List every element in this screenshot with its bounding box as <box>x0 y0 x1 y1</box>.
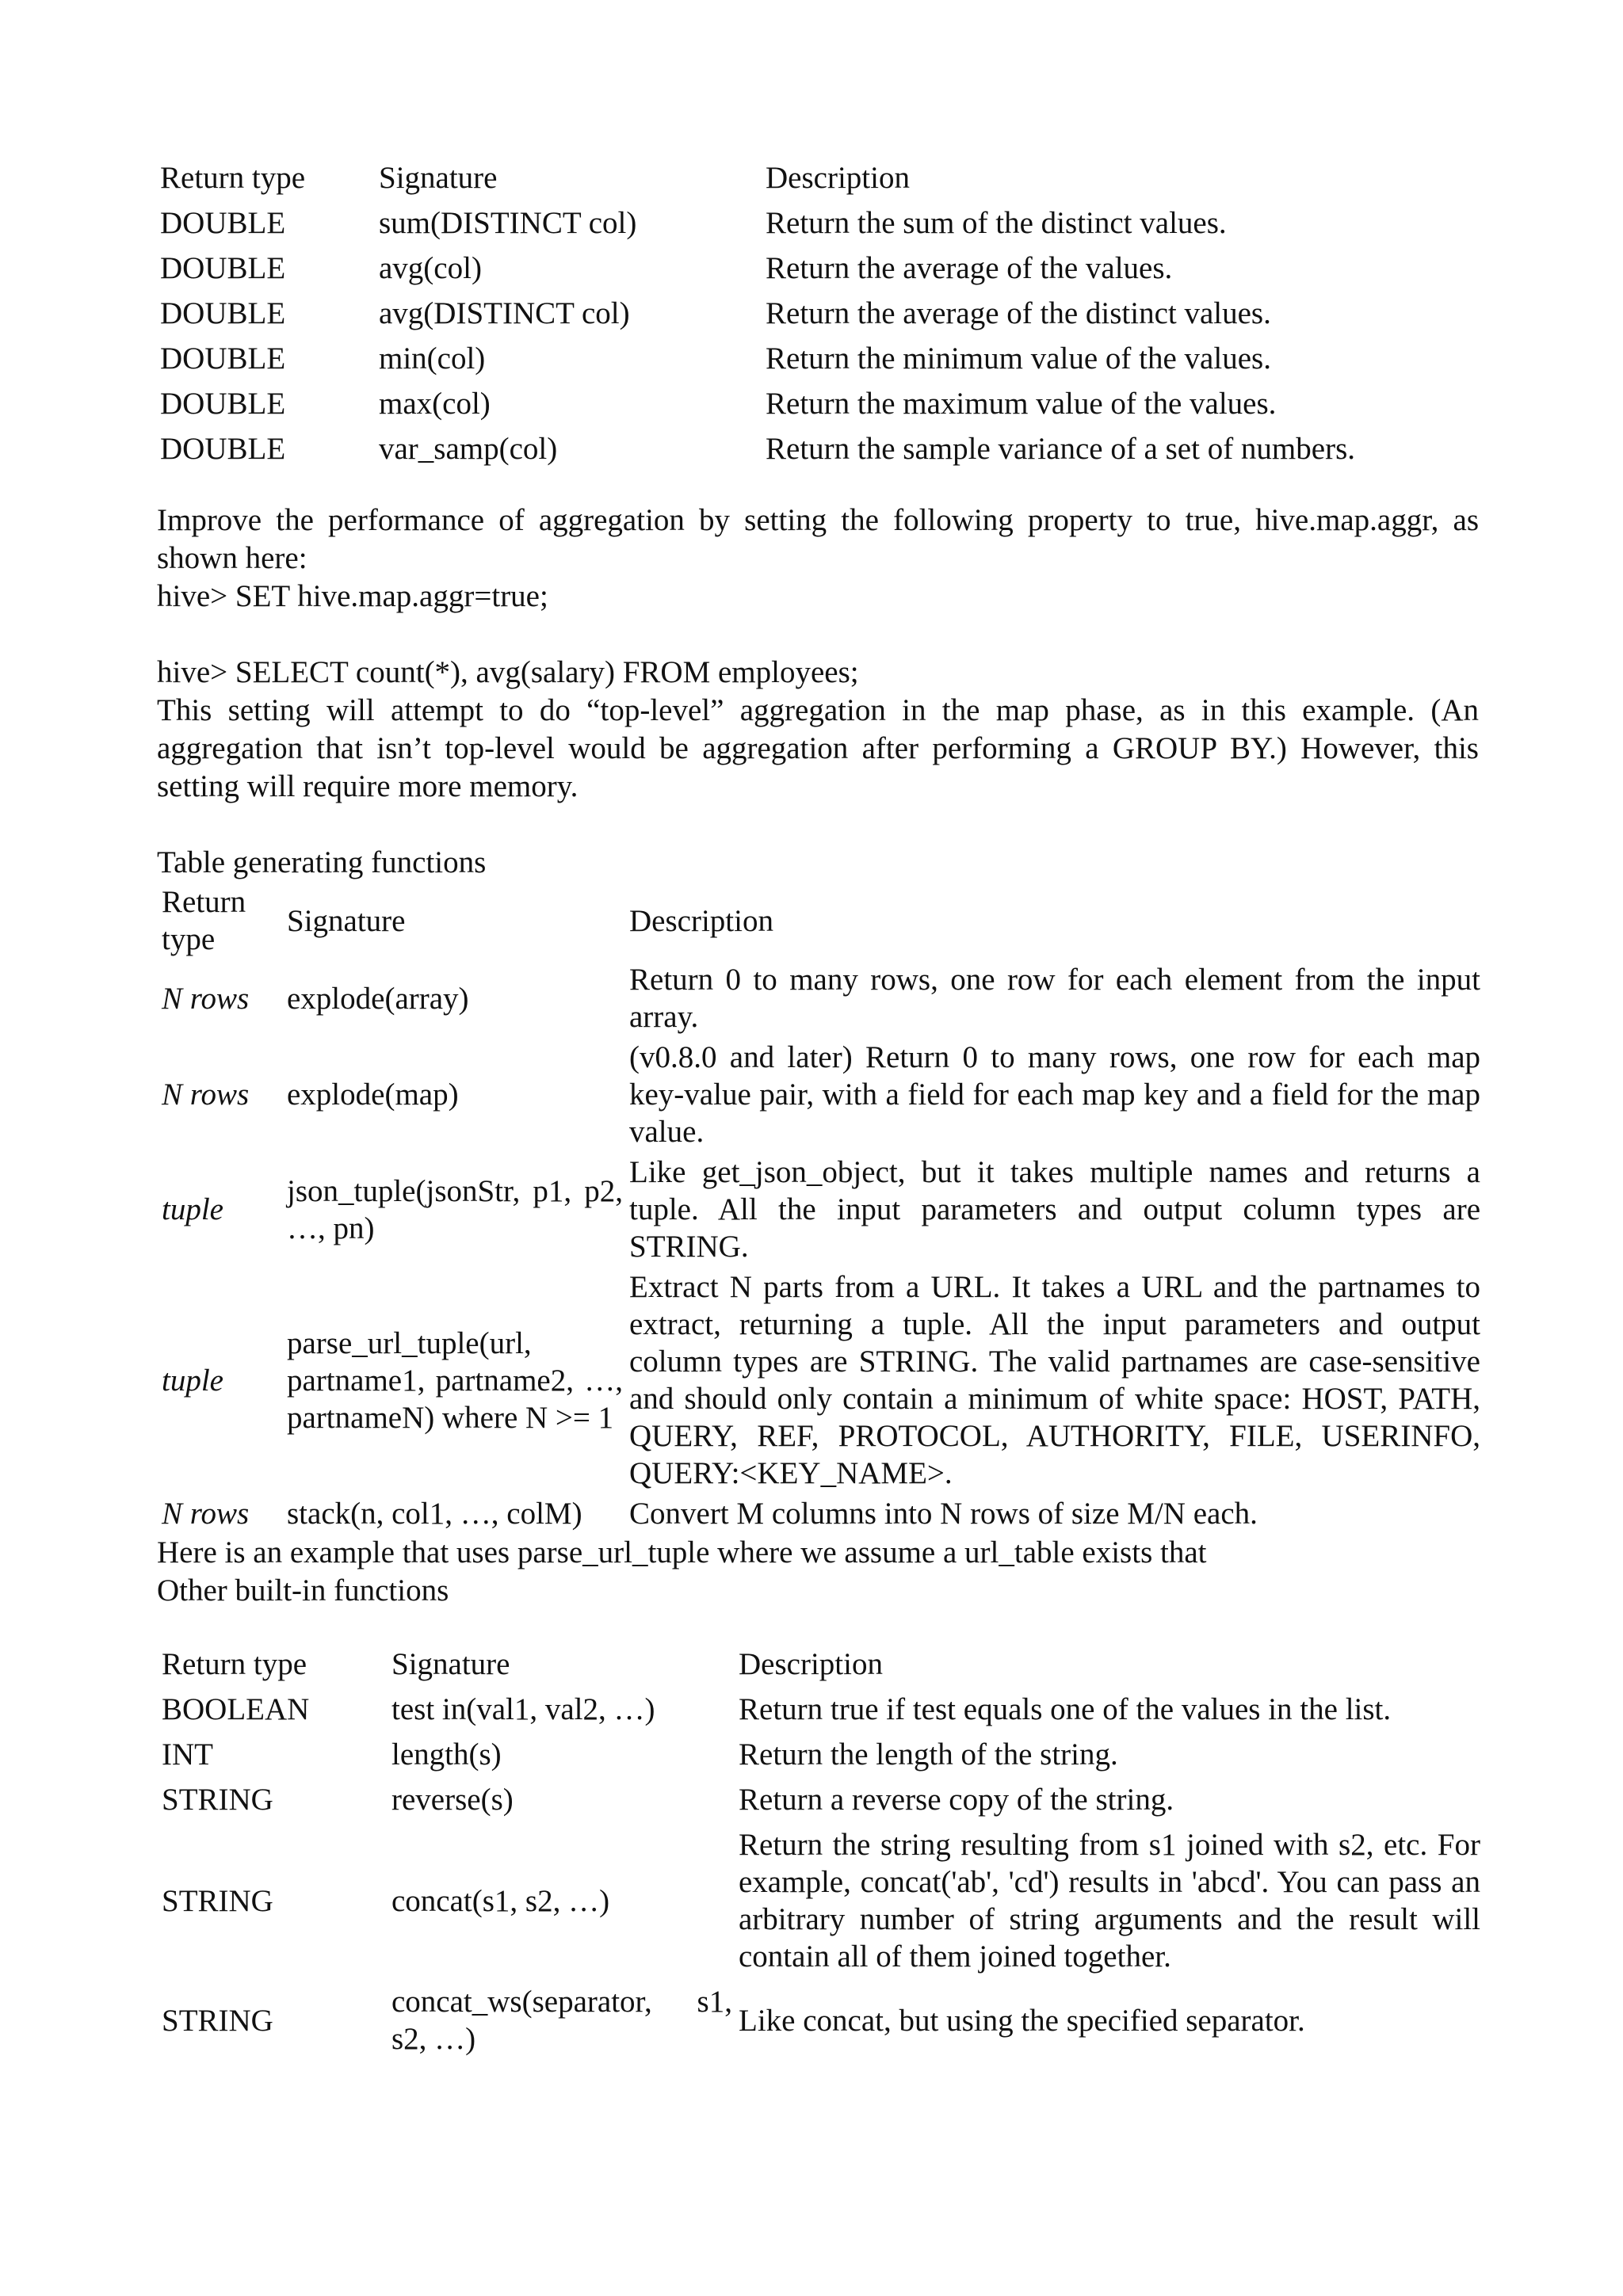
aggregate-functions-table <box>157 155 1479 471</box>
other-builtin-functions-table <box>158 1642 1484 2061</box>
table-header-row <box>157 155 1479 200</box>
signature-cell: parse_url_tuple(url, partname1, partname2, …, partnameN) where N >= 1 <box>287 1325 623 1435</box>
signature-cell: reverse(s) <box>391 1783 514 1817</box>
description-cell: Return the string resulting from s1 joined with s2, etc. For example, concat('ab', 'cd') results in 'abcd'. You can pass an arbitrary number of string arguments and the result will contain all of them joined together. <box>739 1828 1480 1974</box>
description-cell: Like get_json_object, but it takes multiple names and returns a tuple. All the input parameters and output column types are STRING. <box>629 1155 1480 1264</box>
return-type-cell: N rows <box>162 1497 250 1531</box>
signature-cell: var_samp(col) <box>379 432 558 466</box>
table-row <box>158 1687 1484 1732</box>
table-row <box>158 1732 1484 1777</box>
table-row <box>158 1267 1484 1493</box>
signature-cell: avg(col) <box>379 251 482 285</box>
description-cell: Return the maximum value of the values. <box>766 387 1277 421</box>
code-line-select: hive> SELECT count(*), avg(salary) FROM employees; <box>157 655 859 689</box>
table-row <box>158 1777 1484 1822</box>
table-row <box>158 1822 1484 1979</box>
other-builtin-title: Other built-in functions <box>157 1573 449 1608</box>
signature-cell: max(col) <box>379 387 491 421</box>
document-page <box>157 155 1479 2061</box>
signature-cell: explode(array) <box>287 981 469 1016</box>
table-row <box>158 1493 1484 1534</box>
table-generating-functions-table <box>158 882 1484 1534</box>
description-cell: Return true if test equals one of the values in the list. <box>739 1692 1392 1726</box>
description-cell: Return 0 to many rows, one row for each element from the input array. <box>629 963 1480 1034</box>
improve-paragraph: Improve the performance of aggregation by setting the following property to true, hive.map.aggr, as shown here: <box>157 503 1479 575</box>
header-signature: Signature <box>391 1647 510 1681</box>
signature-cell: avg(DISTINCT col) <box>379 296 630 330</box>
description-cell: (v0.8.0 and later) Return 0 to many rows, one row for each map key-value pair, with a field for each map key and a field for the map value. <box>629 1040 1480 1149</box>
return-type-cell: INT <box>162 1737 213 1772</box>
return-type-cell: DOUBLE <box>160 341 286 376</box>
table-row <box>157 291 1479 336</box>
setting-paragraph: This setting will attempt to do “top-level” aggregation in the map phase, as in this example. (An aggregation that isn’t top-level would be aggregation after performing a GROUP BY.) However, this setting will require more memory. <box>157 693 1479 803</box>
description-cell: Return the average of the distinct values. <box>766 296 1271 330</box>
return-type-cell: DOUBLE <box>160 251 286 285</box>
signature-cell: length(s) <box>391 1737 502 1772</box>
return-type-cell: DOUBLE <box>160 387 286 421</box>
return-type-cell: DOUBLE <box>160 296 286 330</box>
header-description: Description <box>629 903 773 938</box>
signature-cell: test in(val1, val2, …) <box>391 1692 655 1726</box>
table-header-row <box>158 882 1484 959</box>
description-cell: Return the length of the string. <box>739 1737 1118 1772</box>
description-cell: Return the sample variance of a set of numbers. <box>766 432 1355 466</box>
header-description: Description <box>766 161 910 195</box>
return-type-cell: DOUBLE <box>160 432 286 466</box>
signature-cell: concat_ws(separator, s1, s2, …) <box>391 1985 732 2056</box>
return-type-cell: STRING <box>162 1783 273 1817</box>
signature-cell: sum(DISTINCT col) <box>379 206 637 240</box>
table-row <box>158 1152 1484 1267</box>
header-return-type: Return type <box>162 1647 307 1681</box>
description-cell: Like concat, but using the specified separator. <box>739 2003 1305 2038</box>
return-type-cell: STRING <box>162 2003 273 2038</box>
return-type-cell: STRING <box>162 1883 273 1918</box>
table-row <box>158 959 1484 1037</box>
description-cell: Convert M columns into N rows of size M/N each. <box>629 1497 1258 1531</box>
table-row <box>157 246 1479 291</box>
description-cell: Return a reverse copy of the string. <box>739 1783 1174 1817</box>
signature-cell: min(col) <box>379 341 486 376</box>
table-generating-title: Table generating functions <box>157 845 487 879</box>
description-cell: Return the average of the values. <box>766 251 1173 285</box>
signature-cell: stack(n, col1, …, colM) <box>287 1497 582 1531</box>
return-type-cell: tuple <box>162 1192 223 1226</box>
table-header-row <box>158 1642 1484 1687</box>
header-signature: Signature <box>379 161 498 195</box>
example-line: Here is an example that uses parse_url_tuple where we assume a url_table exists that <box>157 1535 1207 1569</box>
table-row <box>158 1979 1484 2061</box>
table-row <box>157 336 1479 381</box>
return-type-cell: N rows <box>162 981 250 1016</box>
return-type-cell: tuple <box>162 1363 223 1398</box>
description-cell: Return the minimum value of the values. <box>766 341 1271 376</box>
header-return-type: Return type <box>162 885 246 956</box>
return-type-cell: N rows <box>162 1077 250 1112</box>
return-type-cell: BOOLEAN <box>162 1692 310 1726</box>
return-type-cell: DOUBLE <box>160 206 286 240</box>
table-row <box>157 200 1479 246</box>
description-cell: Return the sum of the distinct values. <box>766 206 1227 240</box>
table-row <box>157 426 1479 471</box>
table-row <box>158 1037 1484 1152</box>
table-row <box>157 381 1479 426</box>
signature-cell: json_tuple(jsonStr, p1, p2, …, pn) <box>287 1173 623 1245</box>
code-line-set-aggr: hive> SET hive.map.aggr=true; <box>157 579 548 613</box>
description-cell: Extract N parts from a URL. It takes a URL and the partnames to extract, returning a tuple. All the input parameters and output column types are STRING. The valid partnames are case-sensitive and should only contain a minimum of white space: HOST, PATH, QUERY, REF, PROTOCOL, AUTHORITY, FILE, USERINFO, QUERY:<KEY_NAME>. <box>629 1270 1480 1490</box>
signature-cell: concat(s1, s2, …) <box>391 1883 610 1918</box>
header-return-type: Return type <box>160 161 306 195</box>
header-signature: Signature <box>287 903 406 938</box>
signature-cell: explode(map) <box>287 1077 459 1112</box>
header-description: Description <box>739 1647 883 1681</box>
